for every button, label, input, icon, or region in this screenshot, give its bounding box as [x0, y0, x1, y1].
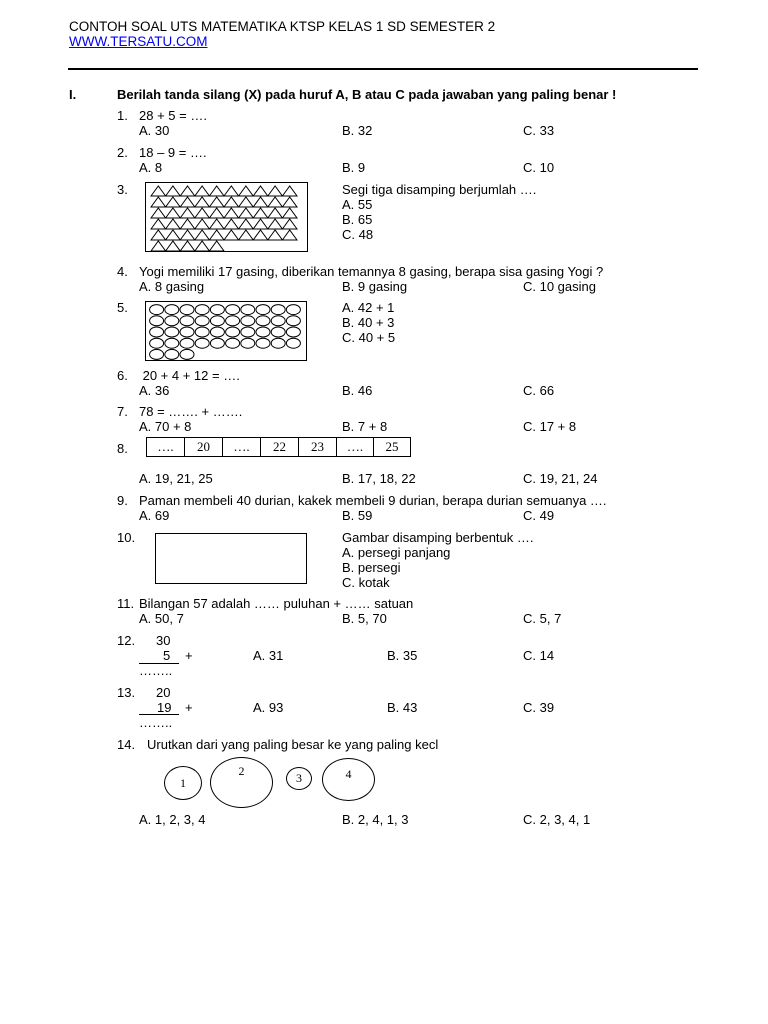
- circle-shape: [271, 327, 285, 337]
- triangle-shape: [253, 208, 268, 218]
- circle-shape: [150, 338, 164, 348]
- q5-number: 5.: [117, 300, 128, 315]
- triangle-shape: [180, 197, 195, 207]
- q13-option-a[interactable]: A. 93: [253, 700, 284, 715]
- triangle-shape: [224, 230, 239, 240]
- circle-shape: [165, 327, 179, 337]
- q12-option-a[interactable]: A. 31: [253, 648, 284, 663]
- q8-option-a[interactable]: A. 19, 21, 25: [139, 471, 213, 486]
- circle-shape: [165, 338, 179, 348]
- circle-shape: [226, 316, 240, 326]
- triangle-shape: [180, 186, 195, 196]
- triangle-shape: [209, 208, 224, 218]
- circle-shape: [241, 338, 255, 348]
- q1-number: 1.: [117, 108, 128, 123]
- triangle-shape: [166, 197, 181, 207]
- q5-option-b[interactable]: B. 40 + 3: [342, 315, 395, 330]
- circle-shape: [195, 316, 209, 326]
- triangle-shape: [151, 186, 166, 196]
- q11-option-c[interactable]: C. 5, 7: [523, 611, 562, 626]
- triangle-shape: [253, 186, 268, 196]
- circle-shape: [210, 305, 224, 315]
- triangle-shape: [195, 208, 210, 218]
- q10-number: 10.: [117, 530, 136, 545]
- circle-shape: [150, 305, 164, 315]
- q14-option-c[interactable]: C. 2, 3, 4, 1: [523, 812, 591, 827]
- triangle-shape: [151, 197, 166, 207]
- q13-number: 13.: [117, 685, 136, 700]
- sequence-cell: ….: [223, 438, 261, 456]
- circle-shape: [226, 338, 240, 348]
- circle-shape: [286, 338, 300, 348]
- triangle-shape: [268, 197, 283, 207]
- triangle-shape: [253, 230, 268, 240]
- q14-number: 14.: [117, 737, 136, 752]
- circle-shape: [286, 327, 300, 337]
- q8-number: 8.: [117, 441, 128, 456]
- sequence-cell: ….: [337, 438, 374, 456]
- circle-4: 4: [322, 758, 375, 801]
- q13-top-number: 20: [156, 685, 171, 700]
- circle-shape: [241, 327, 255, 337]
- circle-shape: [210, 316, 224, 326]
- triangle-shape: [239, 230, 254, 240]
- q4-option-c[interactable]: C. 10 gasing: [523, 279, 596, 294]
- circle-shape: [165, 316, 179, 326]
- q5-option-c[interactable]: C. 40 + 5: [342, 330, 396, 345]
- circle-shape: [241, 305, 255, 315]
- q7-option-b[interactable]: B. 7 + 8: [342, 419, 388, 434]
- triangle-shape: [209, 241, 224, 251]
- circle-figure: [145, 301, 307, 361]
- circle-shape: [226, 327, 240, 337]
- section-number: I.: [69, 87, 77, 102]
- number-sequence-box: [146, 437, 411, 457]
- triangle-shape: [282, 197, 297, 207]
- q14-option-a[interactable]: A. 1, 2, 3, 4: [139, 812, 206, 827]
- rectangle-figure: [155, 533, 307, 584]
- circle-shape: [195, 305, 209, 315]
- q10-option-a[interactable]: A. persegi panjang: [342, 545, 451, 560]
- triangle-shape: [180, 241, 195, 251]
- triangle-shape: [224, 197, 239, 207]
- circle-shape: [195, 327, 209, 337]
- triangle-shape: [224, 208, 239, 218]
- q3-number: 3.: [117, 182, 128, 197]
- q12-option-c[interactable]: C. 14: [523, 648, 555, 663]
- triangle-shape: [151, 241, 166, 251]
- circle-shape: [256, 305, 270, 315]
- triangle-shape: [282, 230, 297, 240]
- q9-option-b[interactable]: B. 59: [342, 508, 373, 523]
- q2-number: 2.: [117, 145, 128, 160]
- q3-text: Segi tiga disamping berjumlah ….: [342, 182, 537, 197]
- triangle-shape: [253, 197, 268, 207]
- website-link[interactable]: [69, 34, 207, 49]
- triangle-shape: [209, 197, 224, 207]
- circle-shape: [271, 316, 285, 326]
- document-title: CONTOH SOAL UTS MATEMATIKA KTSP KELAS 1 SD SEMESTER 2: [69, 19, 496, 34]
- triangle-shape: [268, 219, 283, 229]
- triangle-shape: [195, 186, 210, 196]
- q11-option-b[interactable]: B. 5, 70: [342, 611, 387, 626]
- q1-option-c[interactable]: C. 33: [523, 123, 555, 138]
- triangle-shape: [282, 208, 297, 218]
- q13-operator: +: [185, 700, 193, 715]
- triangle-shape: [151, 230, 166, 240]
- q12-underline: [139, 649, 179, 664]
- q4-text: Yogi memiliki 17 gasing, diberikan temannya 8 gasing, berapa sisa gasing Yogi ?: [139, 264, 604, 279]
- section-instruction: Berilah tanda silang (X) pada huruf A, B atau C pada jawaban yang paling benar !: [117, 87, 617, 102]
- triangle-shape: [239, 219, 254, 229]
- q1-option-b[interactable]: B. 32: [342, 123, 373, 138]
- q4-option-a[interactable]: A. 8 gasing: [139, 279, 205, 294]
- triangle-shape: [166, 186, 181, 196]
- triangle-shape: [239, 186, 254, 196]
- circle-shape: [226, 305, 240, 315]
- circle-shape: [256, 338, 270, 348]
- q2-option-b[interactable]: B. 9: [342, 160, 366, 175]
- circle-shape: [271, 305, 285, 315]
- triangle-shape: [209, 219, 224, 229]
- circle-shape: [180, 316, 194, 326]
- q10-option-c[interactable]: C. kotak: [342, 575, 390, 590]
- triangle-shape: [166, 241, 181, 251]
- q9-option-a[interactable]: A. 69: [139, 508, 170, 523]
- triangle-shape: [151, 208, 166, 218]
- q3-option-c[interactable]: C. 48: [342, 227, 374, 242]
- q13-result: ……..: [139, 715, 173, 730]
- q1-option-a[interactable]: A. 30: [139, 123, 170, 138]
- triangle-shape: [268, 186, 283, 196]
- website-link-text[interactable]: WWW.TERSATU.COM: [69, 34, 208, 49]
- q2-text: 18 – 9 = ….: [139, 145, 207, 160]
- triangle-shape: [224, 219, 239, 229]
- circle-shape: [271, 338, 285, 348]
- q11-option-a[interactable]: A. 50, 7: [139, 611, 184, 626]
- triangle-shape: [195, 197, 210, 207]
- circle-3: 3: [286, 767, 312, 790]
- triangle-figure: [145, 182, 308, 252]
- q6-number: 6.: [117, 368, 128, 383]
- sequence-cell: 25: [385, 439, 399, 454]
- sequence-cell: ….: [147, 438, 185, 456]
- triangle-shape: [195, 219, 210, 229]
- circle-shape: [180, 327, 194, 337]
- circle-shape: [195, 338, 209, 348]
- circle-shape: [210, 338, 224, 348]
- q12-option-b[interactable]: B. 35: [387, 648, 418, 663]
- q3-option-b[interactable]: B. 65: [342, 212, 373, 227]
- q12-top-number: 30: [156, 633, 171, 648]
- q2-option-c[interactable]: C. 10: [523, 160, 555, 175]
- circle-shape: [150, 327, 164, 337]
- triangle-shape: [282, 219, 297, 229]
- triangle-shape: [166, 208, 181, 218]
- q13-bottom-number: 19: [157, 700, 172, 715]
- q6-option-c[interactable]: C. 66: [523, 383, 555, 398]
- circle-shape: [286, 316, 300, 326]
- triangle-shape: [209, 186, 224, 196]
- triangle-shape: [239, 208, 254, 218]
- circle-shape: [180, 305, 194, 315]
- q10-option-b[interactable]: B. persegi: [342, 560, 401, 575]
- q12-operator: +: [185, 648, 193, 663]
- circles-drawing: [146, 302, 306, 360]
- q5-option-a[interactable]: A. 42 + 1: [342, 300, 395, 315]
- triangle-shape: [180, 219, 195, 229]
- circle-2: 2: [210, 757, 273, 808]
- q10-text: Gambar disamping berbentuk ….: [342, 530, 534, 545]
- q6-text: 20 + 4 + 12 = ….: [139, 368, 240, 383]
- q6-option-a[interactable]: A. 36: [139, 383, 170, 398]
- q6-option-b[interactable]: B. 46: [342, 383, 373, 398]
- q9-option-c[interactable]: C. 49: [523, 508, 555, 523]
- q9-number: 9.: [117, 493, 128, 508]
- triangle-shape: [268, 208, 283, 218]
- circle-shape: [165, 305, 179, 315]
- q8-option-c[interactable]: C. 19, 21, 24: [523, 471, 598, 486]
- circle-shape: [150, 349, 164, 359]
- circle-shape: [150, 316, 164, 326]
- triangle-shape: [166, 230, 181, 240]
- triangle-shape: [268, 230, 283, 240]
- q13-option-c[interactable]: C. 39: [523, 700, 555, 715]
- circle-1: 1: [164, 766, 202, 800]
- q11-text: Bilangan 57 adalah …… puluhan + …… satuan: [139, 596, 414, 611]
- triangle-shape: [180, 208, 195, 218]
- circle-shape: [180, 349, 194, 359]
- q8-option-b[interactable]: B. 17, 18, 22: [342, 471, 416, 486]
- triangle-shape: [239, 197, 254, 207]
- circle-shape: [256, 327, 270, 337]
- q4-number: 4.: [117, 264, 128, 279]
- q11-number: 11.: [117, 596, 135, 611]
- q2-option-a[interactable]: A. 8: [139, 160, 163, 175]
- triangle-shape: [209, 230, 224, 240]
- q12-number: 12.: [117, 633, 136, 648]
- triangle-shape: [253, 219, 268, 229]
- q4-option-b[interactable]: B. 9 gasing: [342, 279, 408, 294]
- triangle-shape: [282, 186, 297, 196]
- triangles-drawing: [146, 183, 307, 251]
- q7-number: 7.: [117, 404, 128, 419]
- triangle-shape: [151, 219, 166, 229]
- triangle-shape: [166, 219, 181, 229]
- circle-shape: [256, 316, 270, 326]
- circle-shape: [241, 316, 255, 326]
- q1-text: 28 + 5 = ….: [139, 108, 207, 123]
- q12-bottom-number: 5: [163, 648, 171, 663]
- circle-shape: [286, 305, 300, 315]
- q7-option-c[interactable]: C. 17 + 8: [523, 419, 577, 434]
- q14-option-b[interactable]: B. 2, 4, 1, 3: [342, 812, 409, 827]
- sequence-cell: 22: [261, 438, 299, 456]
- q13-option-b[interactable]: B. 43: [387, 700, 418, 715]
- circle-shape: [180, 338, 194, 348]
- q9-text: Paman membeli 40 durian, kakek membeli 9 durian, berapa durian semuanya ….: [139, 493, 607, 508]
- q14-text: Urutkan dari yang paling besar ke yang paling kecl: [147, 737, 439, 752]
- circle-shape: [165, 349, 179, 359]
- header-divider: [68, 68, 698, 70]
- sequence-cell: 20: [185, 438, 223, 456]
- q3-option-a[interactable]: A. 55: [342, 197, 373, 212]
- q12-result: ……..: [139, 663, 173, 678]
- triangle-shape: [180, 230, 195, 240]
- q7-text: 78 = ……. + …….: [139, 404, 243, 419]
- triangle-shape: [195, 241, 210, 251]
- circle-shape: [210, 327, 224, 337]
- triangle-shape: [195, 230, 210, 240]
- sequence-cell: 23: [299, 438, 337, 456]
- triangle-shape: [224, 186, 239, 196]
- q7-option-a[interactable]: A. 70 + 8: [139, 419, 192, 434]
